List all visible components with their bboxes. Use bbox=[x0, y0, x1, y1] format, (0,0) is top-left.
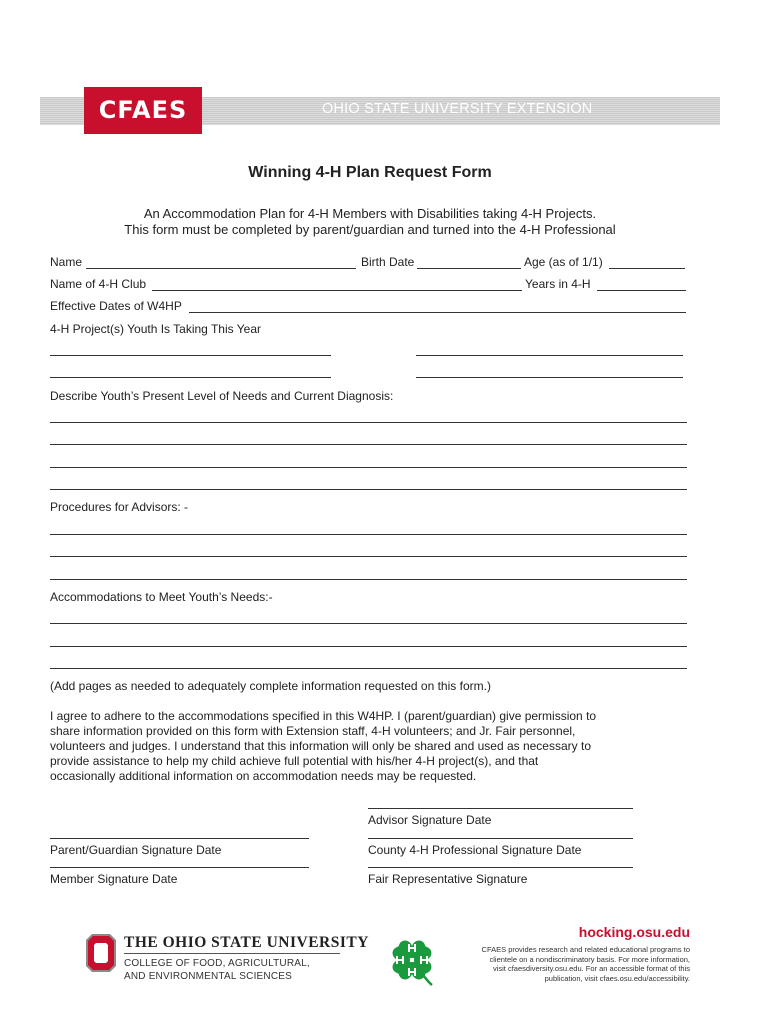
procedures-line-3[interactable] bbox=[50, 579, 687, 580]
advisor-signature-field[interactable] bbox=[368, 808, 633, 809]
projects-label: 4-H Project(s) Youth Is Taking This Year bbox=[50, 322, 262, 336]
four-h-clover-icon bbox=[384, 932, 440, 988]
advisor-signature-label: Advisor Signature Date bbox=[368, 813, 492, 827]
agreement-line: share information provided on this form with Extension staff, 4-H volunteers; and Jr. Fair personnel, bbox=[50, 724, 576, 738]
age-field[interactable] bbox=[609, 268, 685, 269]
needs-line-4[interactable] bbox=[50, 489, 687, 490]
disclaimer-text bbox=[470, 945, 690, 983]
website-link[interactable]: hocking.osu.edu bbox=[578, 924, 690, 940]
effective-dates-field[interactable] bbox=[189, 312, 686, 313]
county-signature-field[interactable] bbox=[368, 838, 633, 839]
disclaimer-line: publication, visit cfaes.osu.edu/accessibility. bbox=[544, 973, 690, 983]
college-line-2: AND ENVIRONMENTAL SCIENCES bbox=[124, 971, 293, 982]
club-label: Name of 4-H Club bbox=[50, 277, 147, 291]
needs-line-2[interactable] bbox=[50, 444, 687, 445]
needs-line-1[interactable] bbox=[50, 422, 687, 423]
subtitle-line-1: An Accommodation Plan for 4-H Members with Disabilities taking 4-H Projects. bbox=[143, 206, 597, 221]
disclaimer-line: visit cfaesdiversity.osu.edu. For an accessible format of this bbox=[492, 964, 690, 973]
county-signature-label: County 4-H Professional Signature Date bbox=[368, 843, 582, 857]
subtitle-line-2: This form must be completed by parent/guardian and turned into the 4-H Professional bbox=[124, 222, 616, 237]
banner-title: OHIO STATE UNIVERSITY EXTENSION bbox=[322, 101, 593, 117]
disclaimer-line: CFAES provides research and related educational programs to bbox=[481, 945, 690, 954]
procedures-label: Procedures for Advisors: - bbox=[50, 500, 189, 514]
member-signature-label: Member Signature Date bbox=[50, 872, 178, 886]
accommodations-label: Accommodations to Meet Youth’s Needs:- bbox=[50, 590, 273, 604]
fair-signature-field[interactable] bbox=[368, 867, 633, 868]
agreement-line: occasionally additional information on accommodation needs may be requested. bbox=[50, 769, 477, 783]
member-signature-field[interactable] bbox=[50, 867, 309, 868]
accommodations-line-1[interactable] bbox=[50, 623, 687, 624]
form-title: Winning 4-H Plan Request Form bbox=[248, 164, 492, 181]
parent-signature-field[interactable] bbox=[50, 838, 309, 839]
parent-signature-label: Parent/Guardian Signature Date bbox=[50, 843, 222, 857]
years-field[interactable] bbox=[597, 290, 686, 291]
agreement-line: provide assistance to help my child achieve full potential with his/her 4-H project(s), and that bbox=[50, 754, 539, 768]
project-field-3[interactable] bbox=[50, 377, 331, 378]
accommodations-line-2[interactable] bbox=[50, 646, 687, 647]
project-field-2[interactable] bbox=[416, 355, 683, 356]
effective-dates-label: Effective Dates of W4HP bbox=[50, 299, 182, 313]
name-field[interactable] bbox=[86, 268, 356, 269]
needs-label: Describe Youth’s Present Level of Needs and Current Diagnosis: bbox=[50, 389, 394, 403]
fair-signature-label: Fair Representative Signature bbox=[368, 872, 528, 886]
add-pages-note: (Add pages as needed to adequately complete information requested on this form.) bbox=[50, 679, 491, 693]
needs-line-3[interactable] bbox=[50, 467, 687, 468]
osu-block-o-icon bbox=[86, 934, 116, 972]
birth-date-label: Birth Date bbox=[361, 255, 415, 269]
agreement-paragraph bbox=[50, 709, 650, 784]
years-label: Years in 4-H bbox=[525, 277, 591, 291]
college-line-1: COLLEGE OF FOOD, AGRICULTURAL, bbox=[124, 958, 310, 969]
project-field-4[interactable] bbox=[416, 377, 683, 378]
agreement-line: I agree to adhere to the accommodations specified in this W4HP. I (parent/guardian) give permission to bbox=[50, 709, 597, 723]
name-label: Name bbox=[50, 255, 83, 269]
project-field-1[interactable] bbox=[50, 355, 331, 356]
cfaes-logo: CFAES bbox=[84, 87, 202, 134]
university-name: THE OHIO STATE UNIVERSITY bbox=[124, 934, 369, 951]
disclaimer-line: clientele on a nondiscriminatory basis. For more information, bbox=[489, 954, 690, 964]
agreement-line: volunteers and judges. I understand that this information will only be shared and used as necessary to bbox=[50, 739, 591, 753]
club-field[interactable] bbox=[152, 290, 522, 291]
procedures-line-1[interactable] bbox=[50, 534, 687, 535]
birth-date-field[interactable] bbox=[417, 268, 521, 269]
accommodations-line-3[interactable] bbox=[50, 668, 687, 669]
procedures-line-2[interactable] bbox=[50, 556, 687, 557]
university-divider bbox=[124, 953, 340, 954]
age-label: Age (as of 1/1) bbox=[524, 255, 603, 269]
